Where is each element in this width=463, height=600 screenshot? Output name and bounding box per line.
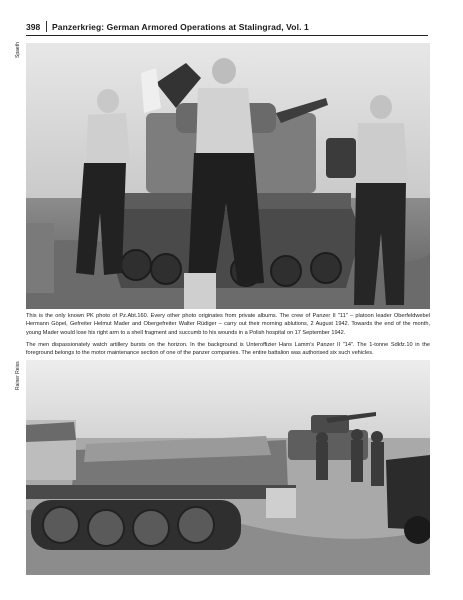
caption-photo-1: This is the only known PK photo of Pz.Abt.160. Every other photo originates from private albums. The crew of Panzer II "11" – platoon leader Oberfeldwebel Hermann Göpel, Gefreiter Helmut Mader and Obergefreiter Walter Rüdiger – carry out their morning ablutions, 2 August 1942. Towards the end of the month, young Mader would lose his right arm to a shell fragment and succumb to his wounds in a Polish hospital on 17 September 1942. [26,313,430,336]
header-separator [46,21,47,32]
photo-credit-bottom: Rainer Reiss [15,361,21,390]
photo-credit-top: Spaeth [15,42,21,58]
page-number: 398 [26,22,41,32]
photo-sdkfz10-halftrack [26,360,430,575]
header-rule [26,35,428,36]
caption-photo-2: The men dispassionately watch artillery bursts on the horizon. In the background is Unteroffizier Hans Lamm's Panzer II "14". The 1-tonne Sdkfz.10 in the foreground belongs to the motor maintenance section of one of the panzer companies. The entire battalion was authorised six such vehicles. [26,342,430,357]
running-title: Panzerkrieg: German Armored Operations at Stalingrad, Vol. 1 [52,22,309,32]
photo-tank-crew [26,43,430,309]
